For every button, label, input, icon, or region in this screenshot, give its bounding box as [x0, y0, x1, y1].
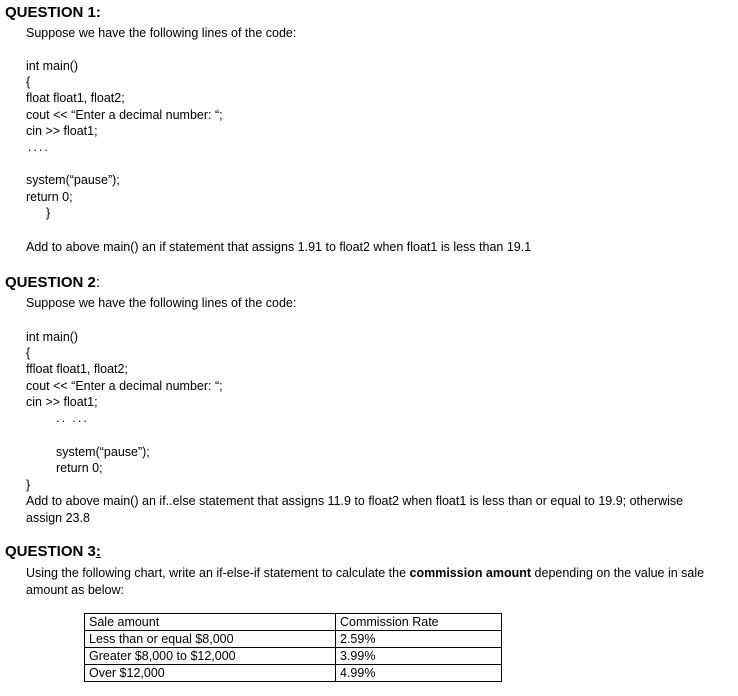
commission-table [84, 613, 502, 682]
question-3-intro [26, 565, 716, 598]
q2-code-line: { [26, 346, 31, 360]
q2-code-line: return 0; [56, 461, 103, 475]
table-cell: Less than or equal $8,000 [85, 631, 336, 648]
q1-code-line: return 0; [26, 190, 73, 204]
question-2-task: Add to above main() an if..else statement that assigns 11.9 to float2 when float1 is less than or equal to 19.9; otherwise assign 23.8 [26, 494, 684, 525]
q2-code-ellipsis: .. ... [56, 411, 89, 425]
table-row [85, 648, 502, 665]
question-2-heading [5, 274, 100, 292]
q1-code-ellipsis: .... [28, 140, 50, 154]
q1-code-line: cout << “Enter a decimal number: “; [26, 108, 223, 122]
question-2-heading-colon: : [95, 274, 101, 291]
table-header-row [85, 614, 502, 631]
question-3-intro-text-end: depending on the value in sale amount as below: [26, 566, 705, 597]
q1-code-line: { [26, 75, 31, 89]
question-3-intro-emphasis: commission amount [409, 566, 532, 580]
q1-code-line: cin >> float1; [26, 124, 98, 138]
q2-code-line: system(“pause”); [56, 445, 150, 459]
question-1-intro: Suppose we have the following lines of the code: [26, 26, 297, 40]
q2-code-line: ffloat float1, float2; [26, 362, 128, 376]
q1-code-line: float float1, float2; [26, 91, 125, 105]
question-1-task: Add to above main() an if statement that assigns 1.91 to float2 when float1 is less than 19.1 [26, 240, 532, 254]
q2-code-line: cin >> float1; [26, 395, 98, 409]
q1-code-line: } [46, 206, 51, 220]
question-3-heading-colon: : [95, 543, 101, 560]
table-cell: 4.99% [336, 665, 502, 682]
table-row [85, 631, 502, 648]
q1-code-line: int main() [26, 59, 79, 73]
table-cell: 3.99% [336, 648, 502, 665]
question-3-heading-text: QUESTION 3 [5, 543, 96, 560]
table-header-cell: Sale amount [85, 614, 336, 631]
table-header-cell: Commission Rate [336, 614, 502, 631]
table-cell: 2.59% [336, 631, 502, 648]
question-1-heading: QUESTION 1: [5, 4, 101, 21]
table-cell: Greater $8,000 to $12,000 [85, 648, 336, 665]
question-3-heading [5, 543, 101, 561]
question-2-intro: Suppose we have the following lines of the code: [26, 296, 297, 310]
table-cell: Over $12,000 [85, 665, 336, 682]
q1-code-line: system(“pause”); [26, 173, 120, 187]
q2-code-line: cout << “Enter a decimal number: “; [26, 379, 223, 393]
question-3-intro-text: Using the following chart, write an if-else-if statement to calculate the [26, 566, 410, 580]
q2-code-line: } [26, 478, 31, 492]
question-2-heading-text: QUESTION 2 [5, 274, 96, 291]
table-row [85, 665, 502, 682]
q2-code-line: int main() [26, 330, 79, 344]
